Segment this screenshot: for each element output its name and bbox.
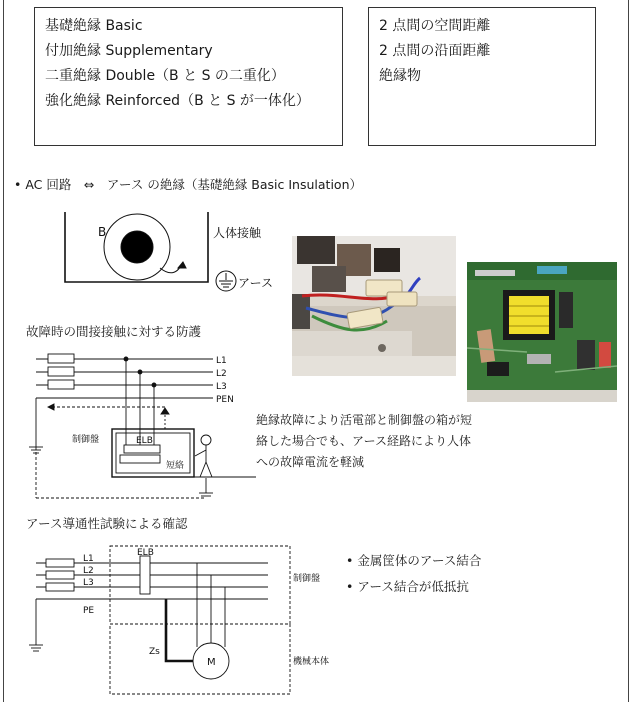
elb-label: ELB	[136, 436, 153, 446]
fuse-l1	[48, 354, 74, 363]
earth-label: アース	[238, 276, 274, 290]
test-label-pe: PE	[83, 606, 95, 616]
test-fuse-l2	[46, 571, 74, 579]
connector-photo	[292, 236, 456, 376]
fault-arrow-up	[161, 408, 169, 414]
conductor-core	[121, 231, 153, 263]
test-fuse-l3	[46, 583, 74, 591]
zs-label: Zs	[149, 647, 160, 657]
human-contact-label: 人体接触	[213, 226, 262, 240]
insulation-diagram	[65, 212, 236, 291]
earth-symbol-icon	[216, 271, 236, 291]
fuse-l3	[48, 380, 74, 389]
test-elb-label: ELB	[137, 548, 154, 558]
earth-path-zs	[166, 599, 193, 661]
bullet-low-resistance: • アース結合が低抵抗	[346, 579, 469, 594]
test-fuse-l1	[46, 559, 74, 567]
person-icon	[195, 435, 212, 477]
elb-element	[124, 445, 160, 453]
control-panel-label: 制御盤	[72, 435, 100, 445]
test-label-l2: L2	[83, 566, 94, 576]
bullet-metal-housing: • 金属筐体のアース結合	[346, 553, 482, 568]
continuity-test-title: アース導通性試験による確認	[26, 516, 188, 531]
label-pen: PEN	[216, 395, 234, 405]
machine-body-label: 機械本体	[293, 657, 330, 667]
test-label-l3: L3	[83, 578, 94, 588]
insulation-type-double: 二重絶縁 Double（B と S の二重化）	[45, 68, 285, 84]
test-label-l1: L1	[83, 554, 94, 564]
insulation-type-basic: 基礎絶縁 Basic	[45, 18, 143, 34]
test-elb-element	[140, 556, 150, 594]
label-l1: L1	[216, 356, 227, 366]
distance-insulator: 絶縁物	[379, 68, 421, 84]
label-l3: L3	[216, 382, 227, 392]
indirect-contact-title: 故障時の間接接触に対する防護	[26, 324, 202, 339]
label-l2: L2	[216, 369, 227, 379]
leakage-arrow	[178, 262, 186, 268]
transformer-photo	[467, 262, 617, 402]
fault-arrow-left	[48, 404, 54, 410]
insulation-type-reinforced: 強化絶縁 Reinforced（B と S が一体化）	[45, 93, 310, 109]
motor-label: M	[207, 657, 216, 668]
distance-creepage: 2 点間の沿面距離	[379, 43, 491, 59]
fuse-l2	[48, 367, 74, 376]
distance-clearance: 2 点間の空間距離	[379, 18, 491, 34]
elb-base	[120, 455, 160, 463]
ac-circuit-heading: • AC 回路 ⇔ アース の絶縁（基礎絶縁 Basic Insulation）	[14, 177, 362, 192]
test-control-panel-label: 制御盤	[293, 574, 321, 584]
earth-continuity-diagram	[29, 546, 290, 694]
short-label: 短絡	[166, 461, 185, 471]
fault-current-note: 絶縁故障により活電部と制御盤の箱が短絡した場合でも、アース経路により人体への故障電流を軽減	[256, 413, 473, 469]
basic-label: B	[98, 225, 107, 239]
insulation-type-supplementary: 付加絶縁 Supplementary	[45, 43, 213, 59]
